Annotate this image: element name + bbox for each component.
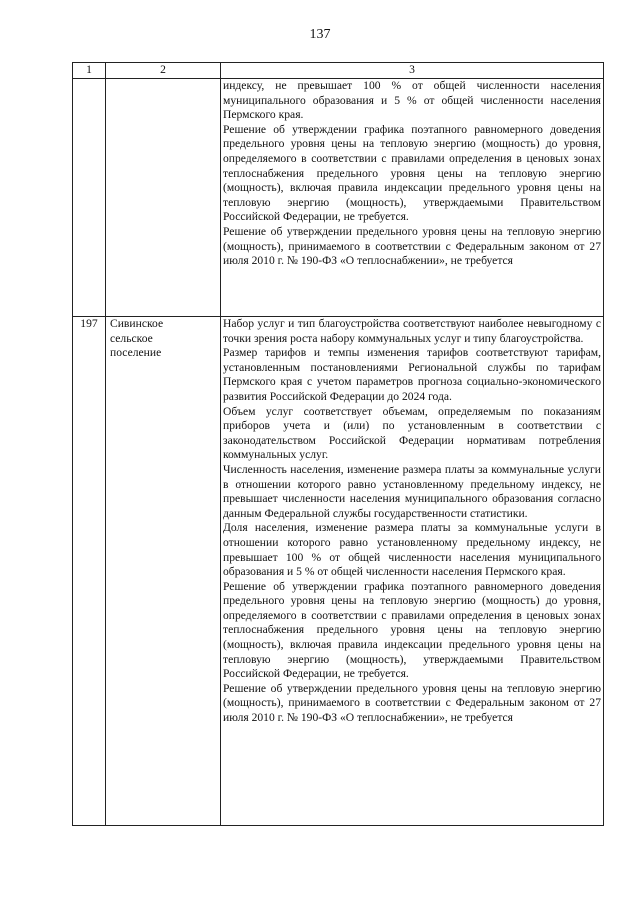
paragraph: Доля населения, изменение размера платы за коммунальные услуги в отношении которого равно установленному предельному индексу, не превышает 100 % от общей численности населения муниципального образования и 5 % от общей численности населения Пермского края. (223, 521, 601, 579)
settlement-name-line: сельское (110, 331, 153, 345)
row-text-cell (221, 317, 604, 826)
paragraph: Решение об утверждении графика поэтапного равномерного доведения предельного уровня цены на тепловую энергию (мощность) до уровня, определяемого в соответствии с правилами определения в ценовых зонах теплоснабжения предельного уровня цены на тепловую энергию (мощность), включая правила индексации предельного уровня цены на тепловую энергию (мощность), утверждаемыми Правительством Российской Федерации, не требуется. (223, 579, 601, 681)
paragraph: Численность населения, изменение размера платы за коммунальные услуги в отношении которого равно установленному предельному индексу, не превышает численности населения муниципального образования согласно данным Федеральной службы государственности статистики. (223, 462, 601, 520)
settlement-name-line: поселение (110, 346, 162, 360)
row-number-cell: 197 (73, 317, 106, 826)
settlement-name-line: Сивинское (110, 317, 164, 330)
row-name-cell (106, 317, 221, 826)
row-name-cell (106, 79, 221, 317)
paragraph: индексу, не превышает 100 % от общей численности населения муниципального образования и 5 % от общей численности населения Пермского края. (223, 79, 601, 122)
column-header-2: 2 (106, 63, 221, 79)
row-number-cell (73, 79, 106, 317)
page-number: 137 (309, 27, 331, 42)
table-row (73, 79, 604, 317)
paragraph: Решение об утверждении графика поэтапного равномерного доведения предельного уровня цены на тепловую энергию (мощность) до уровня, определяемого в соответствии с правилами определения в ценовых зонах теплоснабжения предельного уровня цены на тепловую энергию (мощность), включая правила индексации предельного уровня цены на тепловую энергию (мощность), утверждаемыми Правительством Российской Федерации, не требуется. (223, 122, 601, 224)
row-text-cell (221, 79, 604, 317)
paragraph: Размер тарифов и темпы изменения тарифов соответствуют тарифам, установленным постановлениями Региональной службы по тарифам Пермского края с учетом параметров прогноза социально-экономического развития Российской Федерации до 2024 года. (223, 346, 601, 403)
column-header-1: 1 (73, 63, 106, 79)
document-table (72, 62, 604, 826)
table-header-row (73, 63, 604, 79)
paragraph: Набор услуг и тип благоустройства соответствуют наиболее невыгодному с точки зрения роста набору коммунальных услуг и типу благоустройства. (223, 317, 601, 345)
paragraph: Объем услуг соответствует объемам, определяемым по показаниям приборов учета и (или) по установленным в соответствии с законодательством Российской Федерации нормативам потребления коммунальных услуг. (223, 404, 601, 462)
paragraph: Решение об утверждении предельного уровня цены на тепловую энергию (мощность), принимаемого в соответствии с Федеральным законом от 27 июля 2010 г. № 190-ФЗ «О теплоснабжении», не требуется (223, 224, 601, 268)
table-row (73, 317, 604, 826)
paragraph: Решение об утверждении предельного уровня цены на тепловую энергию (мощность), принимаемого в соответствии с Федеральным законом от 27 июля 2010 г. № 190-ФЗ «О теплоснабжении», не требуется (223, 681, 601, 725)
column-header-3: 3 (221, 63, 604, 79)
